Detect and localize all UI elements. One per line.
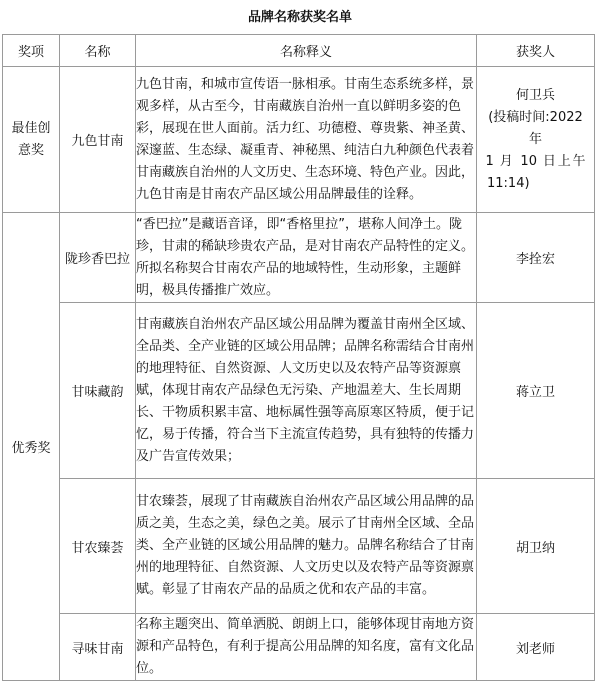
explain-cell: 名称主题突出、简单洒脱、朗朗上口，能够体现甘南地方资源和产品特色，有利于提高公用品牌的知名度，富有文化品位。 [136,614,477,681]
explain-cell: 甘农臻荟，展现了甘南藏族自治州农产品区域公用品牌的品质之美，生态之美，绿色之美。展示了甘南州全区域、全品类、全产业链的区域公用品牌的魅力。品牌名称结合了甘南州的地理特征、自然资源、人文历史以及农特产品等资源禀赋。彰显了甘南农产品的品质之优和农产品的丰富。 [136,479,477,614]
explain-cell: 九色甘南，和城市宣传语一脉相承。甘南生态系统多样，景观多样，从古至今，甘南藏族自治州一直以鲜明多姿的色彩，展现在世人面前。活力红、功德橙、尊贵紫、神圣黄、深邃蓝、生态绿、凝重青、神秘黑、纯洁白九种颜色代表着甘南藏族自治州的人文历史、生态环境、特色产业。因此，九色甘南是甘南农产品区域公用品牌最佳的诠释。 [136,67,477,213]
explain-cell: 甘南藏族自治州农产品区域公用品牌为覆盖甘南州全区域、全品类、全产业链的区域公用品牌；品牌名称需结合甘南州的地理特征、自然资源、人文历史以及农特产品等资源禀赋，体现甘南农产品绿色无污染、产地温差大、生长周期长、干物质积累丰富、地标属性强等高原寒区特质，便于记忆，易于传播，符合当下主流宣传趋势，具有独特的传播力及广告宣传效果； [136,303,477,479]
winner-name: 何卫兵 [515,87,555,103]
name-cell: 寻味甘南 [60,614,136,681]
winner-cell: 李拴宏 [477,213,595,303]
table-row [3,213,595,303]
table-row [3,479,595,614]
header-name: 名称 [60,35,136,67]
name-cell: 甘味藏韵 [60,303,136,479]
award-table [2,34,595,681]
winner-cell: 刘老师 [477,614,595,681]
winner-cell: 蒋立卫 [477,303,595,479]
name-cell: 陇珍香巴拉 [60,213,136,303]
explain-cell: “香巴拉”是藏语音译，即“香格里拉”，堪称人间净土。陇珍，甘肃的稀缺珍贵农产品，是对甘南农产品特性的定义。所拟名称契合甘南农产品的地域特性，生动形象，主题鲜明，极具传播推广效应。 [136,213,477,303]
document-title: 品牌名称获奖名单 [247,10,352,25]
award-label: 最佳创 意奖 [11,120,51,158]
winner-cell: 何卫兵 (投稿时间:2022 年 1 月 10 日上午 11:14) [477,67,595,213]
table-row [3,303,595,479]
table-row [3,67,595,213]
header-award: 奖项 [3,35,60,67]
winner-cell: 胡卫纳 [477,479,595,614]
name-cell: 九色甘南 [60,67,136,213]
name-cell: 甘农臻荟 [60,479,136,614]
header-winner: 获奖人 [477,35,595,67]
table-row [3,614,595,681]
header-explain: 名称释义 [136,35,477,67]
header-row [3,35,595,67]
award-cell: 优秀奖 [3,213,60,681]
winner-note: (投稿时间:2022 年 [488,109,583,147]
award-cell [3,67,60,213]
